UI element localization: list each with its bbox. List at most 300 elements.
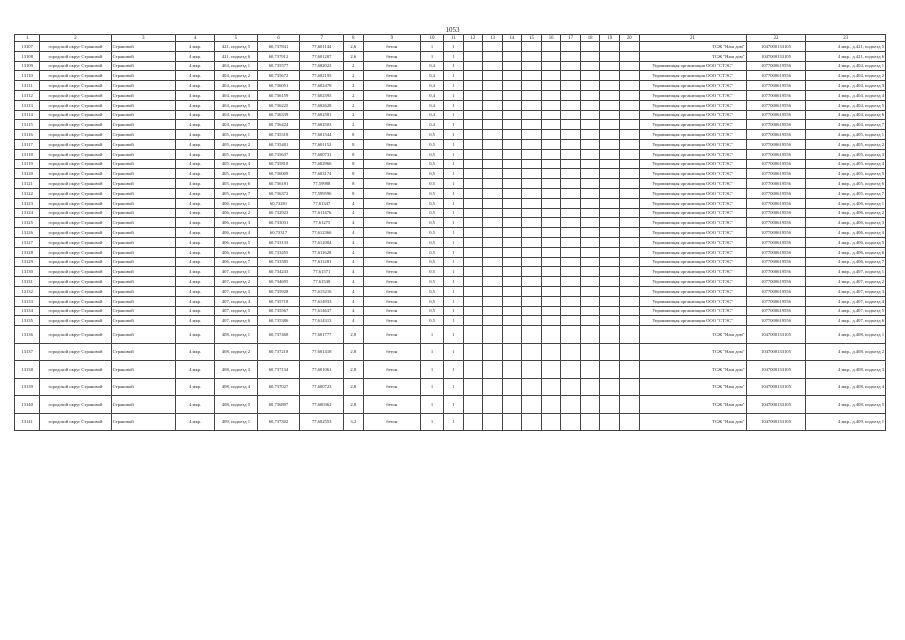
cell-empty: [541, 179, 561, 189]
cell-lat: 60,733585: [257, 257, 300, 267]
cell-empty: [620, 316, 640, 326]
cell-owner: ТСЖ "Наш дом": [639, 413, 746, 431]
cell-ogrn: 1077000619556: [746, 179, 806, 189]
cell-base: бетон: [363, 326, 421, 344]
cell-district: городской округ Страновой: [40, 237, 111, 247]
cell-ogrn: 1077000619556: [746, 277, 806, 287]
cell-ogrn: 1077000619556: [746, 188, 806, 198]
cell-ogrn: 1077000619556: [746, 306, 806, 316]
cell-material: 4 мкр.: [176, 90, 215, 100]
cell-empty: [580, 100, 600, 110]
cell-lat: 60,735672: [257, 71, 300, 81]
cell-area: 3,2: [344, 413, 364, 431]
column-number: 10: [421, 35, 444, 42]
cell-lat: 60,737218: [257, 343, 300, 361]
cell-empty: [463, 228, 483, 238]
cell-empty: [600, 149, 620, 159]
cell-volume: 1: [444, 198, 464, 208]
column-number: 21: [639, 35, 746, 42]
cell-empty: [561, 267, 581, 277]
cell-empty: [561, 188, 581, 198]
cell-empty: [483, 169, 503, 179]
cell-owner: Управляющая организация ООО "СТЭС": [639, 159, 746, 169]
cell-volume: 1: [444, 42, 464, 52]
cell-area: 2,8: [344, 361, 364, 379]
cell-lon: 77,599596: [300, 188, 344, 198]
cell-empty: [502, 267, 522, 277]
cell-source: 4 мкр., д.405, подъезд 4: [806, 159, 886, 169]
cell-material: 4 мкр.: [176, 306, 215, 316]
cell-empty: [620, 120, 640, 130]
cell-lat: 60,737027: [257, 378, 300, 396]
cell-source: 4 мкр., д.421, подъезд 5: [806, 42, 886, 52]
cell-source: 4 мкр., д.405, подъезд 5: [806, 169, 886, 179]
cell-empty: [502, 169, 522, 179]
column-number: 14: [502, 35, 522, 42]
cell-empty: [600, 237, 620, 247]
column-number: 4: [176, 35, 215, 42]
cell-owner: Управляющая организация ООО "СТЭС": [639, 61, 746, 71]
cell-id: 13132: [15, 286, 40, 296]
cell-volume: 1: [444, 343, 464, 361]
cell-district: городской округ Страновой: [40, 218, 111, 228]
cell-owner: Управляющая организация ООО "СТЭС": [639, 257, 746, 267]
cell-base: бетон: [363, 42, 421, 52]
table-row: [15, 149, 886, 159]
cell-empty: [522, 218, 542, 228]
cell-owner: Управляющая организация ООО "СТЭС": [639, 296, 746, 306]
cell-id: 13135: [15, 316, 40, 326]
cell-empty: [580, 139, 600, 149]
cell-district: городской округ Страновой: [40, 188, 111, 198]
cell-volume: 1: [444, 396, 464, 414]
cell-empty: [502, 343, 522, 361]
cell-base: бетон: [363, 51, 421, 61]
cell-empty: [463, 51, 483, 61]
cell-empty: [561, 277, 581, 287]
cell-settlement: Страновой: [111, 296, 175, 306]
table-row: [15, 130, 886, 140]
cell-empty: [620, 179, 640, 189]
cell-ogrn: 1047000133105: [746, 42, 806, 52]
cell-district: городской округ Страновой: [40, 228, 111, 238]
cell-source: 4 мкр., д.407, подъезд 1: [806, 267, 886, 277]
cell-empty: [561, 296, 581, 306]
cell-district: городской округ Страновой: [40, 179, 111, 189]
cell-empty: [561, 218, 581, 228]
cell-empty: [620, 306, 640, 316]
cell-lat: 60,736181: [257, 179, 300, 189]
cell-lat: 60,735928: [257, 286, 300, 296]
cell-area: 2,6: [344, 42, 364, 52]
cell-address: 409, подъезд 1: [215, 413, 258, 431]
cell-empty: [502, 139, 522, 149]
cell-empty: [541, 81, 561, 91]
cell-volume: 1: [444, 277, 464, 287]
cell-empty: [580, 81, 600, 91]
cell-district: городской округ Страновой: [40, 100, 111, 110]
cell-lon: 77,600731: [300, 149, 344, 159]
cell-area: 2,8: [344, 343, 364, 361]
cell-empty: [620, 90, 640, 100]
cell-material: 4 мкр.: [176, 228, 215, 238]
cell-empty: [522, 208, 542, 218]
cell-source: 4 мкр., д.408, подъезд 5: [806, 396, 886, 414]
cell-empty: [580, 247, 600, 257]
cell-settlement: Страновой: [111, 208, 175, 218]
cell-base: бетон: [363, 228, 421, 238]
cell-empty: [600, 179, 620, 189]
cell-count: 0,4: [421, 61, 444, 71]
cell-count: 0,5: [421, 149, 444, 159]
cell-source: 4 мкр., д.405, подъезд 3: [806, 149, 886, 159]
cell-base: бетон: [363, 81, 421, 91]
cell-id: 13114: [15, 110, 40, 120]
cell-ogrn: 1077000619556: [746, 237, 806, 247]
cell-empty: [483, 296, 503, 306]
cell-empty: [620, 247, 640, 257]
cell-empty: [483, 90, 503, 100]
cell-lon: 77,602966: [300, 159, 344, 169]
cell-source: 4 мкр., д.408, подъезд 2: [806, 343, 886, 361]
cell-empty: [580, 343, 600, 361]
cell-empty: [561, 343, 581, 361]
cell-empty: [483, 42, 503, 52]
cell-empty: [463, 343, 483, 361]
cell-lat: 60,736339: [257, 110, 300, 120]
cell-lon: 77,612366: [300, 228, 344, 238]
cell-ogrn: 1077000619556: [746, 169, 806, 179]
cell-empty: [600, 100, 620, 110]
cell-lon: 77,59988: [300, 179, 344, 189]
cell-empty: [580, 130, 600, 140]
cell-ogrn: 1077000619556: [746, 100, 806, 110]
cell-count: 0,4: [421, 100, 444, 110]
cell-count: 0,5: [421, 267, 444, 277]
cell-lat: 60,735386: [257, 316, 300, 326]
cell-volume: 1: [444, 71, 464, 81]
cell-base: бетон: [363, 267, 421, 277]
cell-empty: [600, 247, 620, 257]
cell-material: 4 мкр.: [176, 396, 215, 414]
cell-area: 8: [344, 169, 364, 179]
cell-id: 13131: [15, 277, 40, 287]
cell-address: 404, подъезд 7: [215, 120, 258, 130]
cell-owner: Управляющая организация ООО "СТЭС": [639, 247, 746, 257]
cell-lon: 77,601152: [300, 139, 344, 149]
cell-id: 13133: [15, 296, 40, 306]
cell-empty: [561, 139, 581, 149]
cell-address: 404, подъезд 6: [215, 110, 258, 120]
cell-lon: 77,603174: [300, 169, 344, 179]
cell-volume: 1: [444, 188, 464, 198]
cell-empty: [463, 218, 483, 228]
cell-ogrn: 1077000619556: [746, 208, 806, 218]
cell-settlement: Страновой: [111, 378, 175, 396]
cell-volume: 1: [444, 208, 464, 218]
cell-volume: 1: [444, 149, 464, 159]
cell-settlement: Страновой: [111, 42, 175, 52]
table-row: [15, 361, 886, 379]
cell-empty: [561, 42, 581, 52]
cell-empty: [541, 396, 561, 414]
cell-empty: [483, 208, 503, 218]
cell-count: 0,5: [421, 257, 444, 267]
cell-empty: [483, 396, 503, 414]
cell-empty: [580, 71, 600, 81]
cell-empty: [600, 257, 620, 267]
table-row: [15, 257, 886, 267]
cell-ogrn: 1077000619556: [746, 110, 806, 120]
cell-empty: [483, 361, 503, 379]
cell-area: 4: [344, 247, 364, 257]
cell-empty: [580, 179, 600, 189]
table-row: [15, 198, 886, 208]
cell-id: 13107: [15, 42, 40, 52]
cell-count: 0,5: [421, 247, 444, 257]
cell-empty: [541, 100, 561, 110]
cell-empty: [600, 159, 620, 169]
cell-empty: [522, 100, 542, 110]
cell-empty: [502, 120, 522, 130]
cell-empty: [463, 120, 483, 130]
cell-empty: [522, 159, 542, 169]
column-number: 19: [600, 35, 620, 42]
cell-base: бетон: [363, 61, 421, 71]
cell-base: бетон: [363, 296, 421, 306]
cell-settlement: Страновой: [111, 198, 175, 208]
cell-area: 4: [344, 257, 364, 267]
cell-volume: 1: [444, 110, 464, 120]
cell-settlement: Страновой: [111, 361, 175, 379]
cell-settlement: Страновой: [111, 100, 175, 110]
cell-lon: 77,601418: [300, 343, 344, 361]
cell-empty: [541, 286, 561, 296]
cell-empty: [463, 169, 483, 179]
cell-empty: [522, 149, 542, 159]
cell-id: 13125: [15, 218, 40, 228]
cell-source: 4 мкр., д.406, подъезд 1: [806, 198, 886, 208]
cell-empty: [483, 218, 503, 228]
cell-volume: 1: [444, 267, 464, 277]
cell-source: 4 мкр., д.408, подъезд 4: [806, 378, 886, 396]
cell-district: городской округ Страновой: [40, 61, 111, 71]
cell-ogrn: 1077000619556: [746, 61, 806, 71]
cell-material: 4 мкр.: [176, 247, 215, 257]
cell-source: 4 мкр., д.406, подъезд 4: [806, 228, 886, 238]
cell-empty: [502, 130, 522, 140]
cell-empty: [502, 90, 522, 100]
cell-base: бетон: [363, 237, 421, 247]
cell-settlement: Страновой: [111, 130, 175, 140]
cell-area: 4: [344, 267, 364, 277]
cell-empty: [561, 306, 581, 316]
cell-settlement: Страновой: [111, 396, 175, 414]
cell-empty: [522, 42, 542, 52]
cell-empty: [522, 247, 542, 257]
cell-area: 4: [344, 198, 364, 208]
cell-empty: [541, 208, 561, 218]
cell-source: 4 мкр., д.406, подъезд 6: [806, 247, 886, 257]
column-number: 22: [746, 35, 806, 42]
cell-material: 4 мкр.: [176, 277, 215, 287]
cell-empty: [600, 218, 620, 228]
cell-empty: [620, 100, 640, 110]
cell-id: 13127: [15, 237, 40, 247]
cell-empty: [580, 378, 600, 396]
cell-material: 4 мкр.: [176, 169, 215, 179]
cell-count: 0,5: [421, 296, 444, 306]
cell-owner: Управляющая организация ООО "СТЭС": [639, 188, 746, 198]
cell-settlement: Страновой: [111, 71, 175, 81]
cell-source: 4 мкр., д.406, подъезд 5: [806, 237, 886, 247]
cell-area: 2,8: [344, 378, 364, 396]
cell-address: 407, подъезд 6: [215, 316, 258, 326]
cell-empty: [580, 42, 600, 52]
cell-address: 407, подъезд 2: [215, 277, 258, 287]
cell-owner: Управляющая организация ООО "СТЭС": [639, 237, 746, 247]
cell-empty: [541, 71, 561, 81]
column-number-row: [15, 35, 886, 42]
cell-lat: 60,736424: [257, 120, 300, 130]
cell-empty: [620, 326, 640, 344]
cell-address: 407, подъезд 1: [215, 267, 258, 277]
cell-source: 4 мкр., д.407, подъезд 2: [806, 277, 886, 287]
cell-lon: 77,61571: [300, 267, 344, 277]
cell-id: 13111: [15, 81, 40, 91]
cell-empty: [463, 81, 483, 91]
table-row: [15, 316, 886, 326]
cell-lon: 77,600362: [300, 396, 344, 414]
cell-empty: [522, 361, 542, 379]
cell-empty: [541, 326, 561, 344]
cell-area: 8: [344, 139, 364, 149]
cell-empty: [483, 198, 503, 208]
cell-source: 4 мкр., д.407, подъезд 6: [806, 316, 886, 326]
cell-owner: Управляющая организация ООО "СТЭС": [639, 306, 746, 316]
cell-empty: [463, 316, 483, 326]
cell-empty: [522, 343, 542, 361]
table-row: [15, 51, 886, 61]
cell-empty: [502, 237, 522, 247]
column-number: 18: [580, 35, 600, 42]
cell-id: 13140: [15, 396, 40, 414]
cell-ogrn: 1077000619556: [746, 71, 806, 81]
cell-volume: 1: [444, 218, 464, 228]
cell-empty: [483, 179, 503, 189]
cell-lon: 77,602195: [300, 71, 344, 81]
cell-lon: 77,601207: [300, 51, 344, 61]
cell-empty: [580, 361, 600, 379]
cell-empty: [561, 71, 581, 81]
cell-owner: Управляющая организация ООО "СТЭС": [639, 267, 746, 277]
cell-address: 408, подъезд 5: [215, 396, 258, 414]
cell-empty: [620, 188, 640, 198]
cell-area: 4: [344, 218, 364, 228]
cell-district: городской округ Страновой: [40, 413, 111, 431]
cell-district: городской округ Страновой: [40, 71, 111, 81]
cell-base: бетон: [363, 188, 421, 198]
cell-count: 0,4: [421, 90, 444, 100]
cell-empty: [463, 130, 483, 140]
cell-empty: [522, 130, 542, 140]
cell-empty: [580, 188, 600, 198]
cell-empty: [620, 198, 640, 208]
cell-empty: [580, 306, 600, 316]
cell-owner: Управляющая организация ООО "СТЭС": [639, 218, 746, 228]
cell-settlement: Страновой: [111, 413, 175, 431]
cell-empty: [541, 120, 561, 130]
cell-empty: [600, 198, 620, 208]
cell-empty: [620, 149, 640, 159]
cell-owner: Управляющая организация ООО "СТЭС": [639, 149, 746, 159]
cell-owner: ТСЖ "Наш дом": [639, 42, 746, 52]
cell-empty: [600, 130, 620, 140]
cell-material: 4 мкр.: [176, 413, 215, 431]
cell-district: городской округ Страновой: [40, 139, 111, 149]
cell-id: 13108: [15, 51, 40, 61]
cell-ogrn: 1077000619556: [746, 228, 806, 238]
cell-empty: [541, 237, 561, 247]
cell-empty: [463, 296, 483, 306]
cell-empty: [561, 130, 581, 140]
cell-empty: [561, 61, 581, 71]
cell-empty: [600, 61, 620, 71]
table-row: [15, 267, 886, 277]
cell-empty: [620, 110, 640, 120]
cell-district: городской округ Страновой: [40, 378, 111, 396]
cell-area: 2: [344, 81, 364, 91]
cell-empty: [600, 306, 620, 316]
cell-count: 0,5: [421, 139, 444, 149]
cell-material: 4 мкр.: [176, 42, 215, 52]
cell-empty: [502, 100, 522, 110]
cell-settlement: Страновой: [111, 51, 175, 61]
table-row: [15, 326, 886, 344]
cell-owner: ТСЖ "Наш дом": [639, 51, 746, 61]
cell-address: 407, подъезд 4: [215, 296, 258, 306]
table-row: [15, 110, 886, 120]
cell-empty: [600, 169, 620, 179]
cell-id: 13130: [15, 267, 40, 277]
cell-empty: [600, 343, 620, 361]
cell-volume: 1: [444, 361, 464, 379]
cell-address: 406, подъезд 2: [215, 208, 258, 218]
cell-lon: 77,602553: [300, 413, 344, 431]
table-row: [15, 296, 886, 306]
table-row: [15, 286, 886, 296]
cell-empty: [502, 413, 522, 431]
cell-empty: [522, 198, 542, 208]
cell-empty: [600, 267, 620, 277]
cell-count: 1: [421, 343, 444, 361]
cell-empty: [463, 198, 483, 208]
table-row: [15, 208, 886, 218]
cell-id: 13139: [15, 378, 40, 396]
cell-material: 4 мкр.: [176, 81, 215, 91]
cell-empty: [522, 277, 542, 287]
cell-address: 408, подъезд 3: [215, 361, 258, 379]
cell-empty: [522, 257, 542, 267]
cell-empty: [502, 110, 522, 120]
cell-district: городской округ Страновой: [40, 316, 111, 326]
cell-base: бетон: [363, 257, 421, 267]
cell-base: бетон: [363, 100, 421, 110]
cell-count: 0,5: [421, 208, 444, 218]
cell-empty: [463, 267, 483, 277]
cell-empty: [522, 188, 542, 198]
cell-empty: [463, 286, 483, 296]
